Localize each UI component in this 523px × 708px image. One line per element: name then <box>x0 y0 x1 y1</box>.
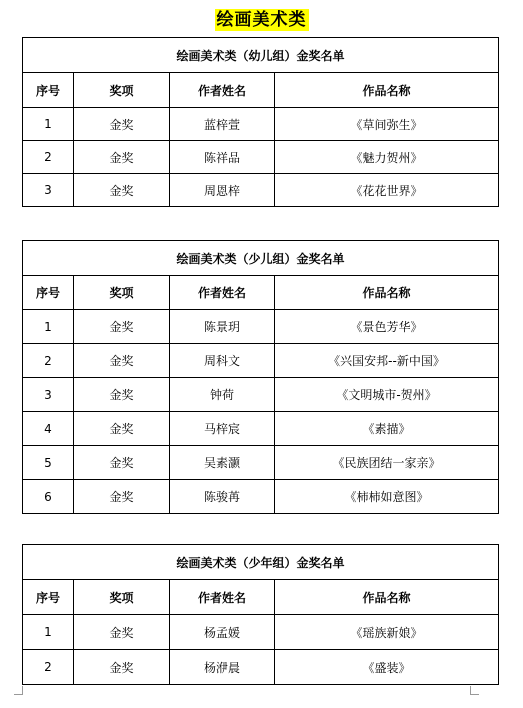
cell-author: 杨孟媛 <box>170 615 275 650</box>
cell-author: 马梓宸 <box>170 412 275 446</box>
header-seq: 序号 <box>23 73 74 108</box>
cell-seq: 3 <box>23 378 74 412</box>
cell-seq: 1 <box>23 108 74 141</box>
header-author: 作者姓名 <box>170 73 275 108</box>
page-corner-mark-left <box>14 686 23 695</box>
cell-work: 《柿柿如意图》 <box>275 480 499 514</box>
cell-prize: 金奖 <box>74 174 170 207</box>
cell-seq: 3 <box>23 174 74 207</box>
cell-seq: 1 <box>23 310 74 344</box>
table-header-row <box>23 580 499 615</box>
cell-author: 钟荷 <box>170 378 275 412</box>
table-row <box>23 480 499 514</box>
cell-author: 蓝梓萱 <box>170 108 275 141</box>
cell-work: 《兴国安邦--新中国》 <box>275 344 499 378</box>
table-row <box>23 650 499 685</box>
cell-author: 吴素灏 <box>170 446 275 480</box>
award-table-children <box>22 240 499 514</box>
header-seq: 序号 <box>23 276 74 310</box>
cell-seq: 5 <box>23 446 74 480</box>
cell-prize: 金奖 <box>74 480 170 514</box>
cell-seq: 6 <box>23 480 74 514</box>
table-row <box>23 108 499 141</box>
cell-author: 周恩梓 <box>170 174 275 207</box>
table-header-row <box>23 73 499 108</box>
title-container <box>0 9 523 31</box>
cell-work: 《瑶族新娘》 <box>275 615 499 650</box>
cell-prize: 金奖 <box>74 344 170 378</box>
header-prize: 奖项 <box>74 580 170 615</box>
header-seq: 序号 <box>23 580 74 615</box>
cell-seq: 2 <box>23 141 74 174</box>
cell-author: 陈景玥 <box>170 310 275 344</box>
cell-seq: 4 <box>23 412 74 446</box>
header-author: 作者姓名 <box>170 276 275 310</box>
table-caption: 绘画美术类（幼儿组）金奖名单 <box>23 38 499 73</box>
table-header-row <box>23 276 499 310</box>
cell-prize: 金奖 <box>74 615 170 650</box>
table-row <box>23 378 499 412</box>
award-table-teen <box>22 544 499 685</box>
header-work: 作品名称 <box>275 580 499 615</box>
cell-work: 《景色芳华》 <box>275 310 499 344</box>
page-corner-mark-right <box>470 686 479 695</box>
cell-seq: 1 <box>23 615 74 650</box>
table-caption: 绘画美术类（少儿组）金奖名单 <box>23 241 499 276</box>
table-row <box>23 344 499 378</box>
header-author: 作者姓名 <box>170 580 275 615</box>
cell-work: 《文明城市-贺州》 <box>275 378 499 412</box>
cell-author: 陈祥品 <box>170 141 275 174</box>
cell-work: 《花花世界》 <box>275 174 499 207</box>
cell-work: 《民族团结一家亲》 <box>275 446 499 480</box>
cell-work: 《草间弥生》 <box>275 108 499 141</box>
header-prize: 奖项 <box>74 276 170 310</box>
cell-work: 《盛装》 <box>275 650 499 685</box>
table-row <box>23 412 499 446</box>
cell-author: 周科文 <box>170 344 275 378</box>
header-prize: 奖项 <box>74 73 170 108</box>
cell-prize: 金奖 <box>74 446 170 480</box>
table-caption: 绘画美术类（少年组）金奖名单 <box>23 545 499 580</box>
table-row <box>23 174 499 207</box>
cell-prize: 金奖 <box>74 412 170 446</box>
cell-prize: 金奖 <box>74 108 170 141</box>
table-row <box>23 310 499 344</box>
cell-prize: 金奖 <box>74 378 170 412</box>
cell-author: 陈骏苒 <box>170 480 275 514</box>
document-title: 绘画美术类 <box>216 10 307 30</box>
cell-prize: 金奖 <box>74 141 170 174</box>
table-caption-row <box>23 241 499 276</box>
cell-seq: 2 <box>23 650 74 685</box>
cell-seq: 2 <box>23 344 74 378</box>
cell-author: 杨洢晨 <box>170 650 275 685</box>
header-work: 作品名称 <box>275 276 499 310</box>
table-caption-row <box>23 38 499 73</box>
table-caption-row <box>23 545 499 580</box>
table-row <box>23 446 499 480</box>
award-table-kindergarten <box>22 37 499 207</box>
header-work: 作品名称 <box>275 73 499 108</box>
cell-prize: 金奖 <box>74 650 170 685</box>
cell-work: 《魅力贺州》 <box>275 141 499 174</box>
table-row <box>23 141 499 174</box>
cell-work: 《素描》 <box>275 412 499 446</box>
cell-prize: 金奖 <box>74 310 170 344</box>
table-row <box>23 615 499 650</box>
